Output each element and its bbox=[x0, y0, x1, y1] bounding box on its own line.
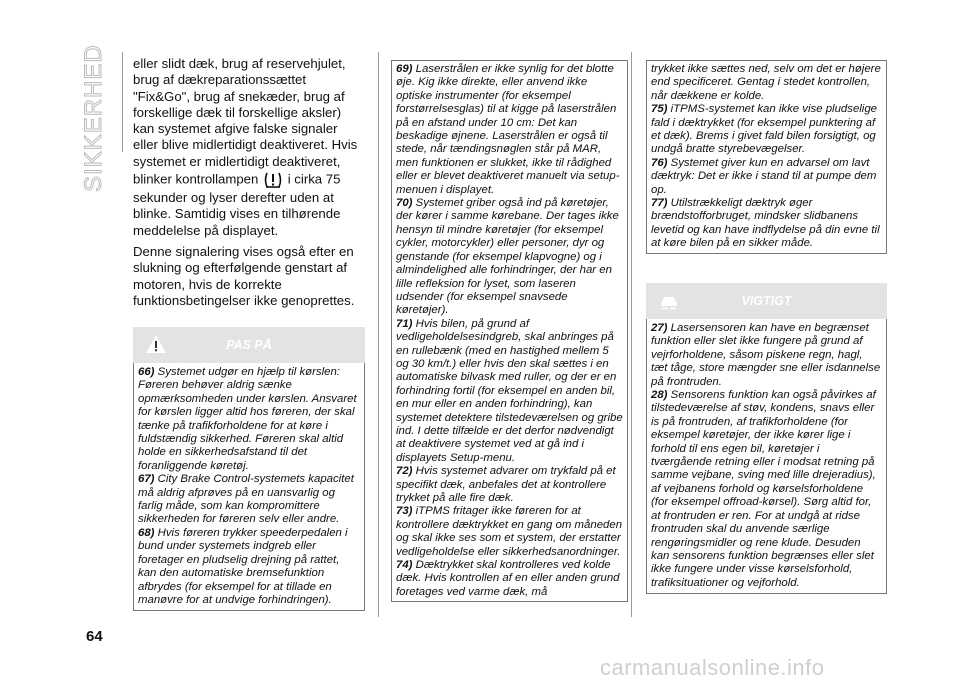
note-number: 75) bbox=[651, 103, 668, 116]
note-number: 28) bbox=[651, 389, 668, 402]
note-text: Lasersensoren kan have en begrænset funktion eller slet ikke fungere på grund af vejrforholdene, såsom piskene regn, hagl, tæt tåge, store mængder sne eller isdannelse på frontruden. bbox=[651, 322, 881, 388]
tire-pressure-warning-icon bbox=[262, 170, 284, 190]
notes-box bbox=[391, 60, 628, 602]
section-tab bbox=[80, 44, 108, 192]
note-text: Hvis bilen, på grund af vedligeholdelsesindgreb, skal anbringes på en rullebænk (med en hastighed mellem 5 og 30 km/t.) eller hvis den skal sættes i en automatiske bilvask med ruller, og der er en forhindring fortil (for eksempel en anden bil, en mur eller en anden forhindring), kan systemet detektere tilstedeværelsen og gribe ind. I dette tilfælde er det derfor nødvendigt at deaktivere systemet ved at gå ind i displayets Setup-menu. bbox=[396, 317, 623, 464]
note-item bbox=[396, 63, 623, 197]
note-number: 73) bbox=[396, 505, 413, 518]
note-text: Laserstrålen er ikke synlig for det blotte øje. Kig ikke direkte, eller anvend ikke optiske instrumenter (for eksempel forstørrelsesglas) til at kigge på laserstrålen på en afstand under 10 cm: Det kan beskadige øjnene. Laserstrålen er også til stede, når tændingsnøglen står på MAR, men funktionen er slukket, ikke til rådighed eller er blevet deaktiveret manuelt via setup-menuen i displayet. bbox=[396, 63, 620, 196]
important-header bbox=[646, 283, 887, 319]
warning-box bbox=[133, 327, 365, 611]
note-item bbox=[396, 318, 623, 465]
note-number: 27) bbox=[651, 322, 668, 334]
note-text: Hvis systemet advarer om trykfald på et specifikt dæk, anbefales det at kontrollere trykket på alle fire dæk. bbox=[396, 465, 616, 504]
body-text-column bbox=[133, 56, 365, 314]
note-continued: trykket ikke sættes ned, selv om det er højere end specificeret. Gentag i stedet kontrollen, når dækkene er kolde. bbox=[651, 63, 881, 102]
paragraph-text: i cirka 75 sekunder og lyser derefter uden at blinke. Samtidig vises en tilhørende meddelelse på displayet. bbox=[133, 171, 341, 238]
note-number: 66) bbox=[138, 366, 155, 378]
note-number: 77) bbox=[651, 197, 668, 210]
important-body bbox=[646, 319, 887, 594]
note-text: iTPMS-systemet kan ikke vise pludselige fald i dæktrykket (for eksempel punktering af et dæk). Brems i givet fald bilen forsigtigt, og undgå bratte styrebevægelser. bbox=[651, 103, 878, 156]
note-item bbox=[651, 197, 882, 251]
margin-rule bbox=[122, 52, 123, 152]
note-number: 72) bbox=[396, 465, 413, 478]
note-text: Systemet griber også ind på køretøjer, der kører i samme kørebane. Der tages ikke hensyn til mindre køretøjer (for eksempel cykler, motorcykler) eller personer, dyr og genstande (for eksempel klapvogne) og i almindelighed alle forhindringer, der har en lille refleksion for lyset, som laseren udsender (for eksempel snavsede køretøjer). bbox=[396, 197, 619, 317]
note-text: Sensorens funktion kan også påvirkes af tilstedeværelse af støv, kondens, snavs eller is på frontruden, af trafikforholdene (for eksempel køretøjer, der ikke kører lige i forhold til ens egen bil, køretøjer i tværgående retning eller i modsat retning på samme vejbane, sving med lille drejeradius), af vejbanens forhold og kørselsforholdene (for eksempel offroad-kørsel). Sørg altid for, at frontruden er ren. For at undgå at ridse frontruden skal du anvende særlige rengøringsmidler og rene klude. Desuden kan sensorens funktion begrænses eller slet ikke fungere under visse kørselsforhold, trafiksituationer og vejforhold. bbox=[651, 389, 876, 589]
footer-watermark: carmanualsonline.info bbox=[600, 655, 825, 680]
note-item bbox=[651, 103, 882, 157]
paragraph-text: eller slidt dæk, brug af reservehjulet, brug af dækreparationssættet "Fix&Go", brug af snekæder, brug af forskellige dæk til forskellige aksler) kan systemet afgive falske signaler eller blive midlertidigt deaktiveret. Hvis systemet er midlertidigt deaktiveret, blinker kontrollampen bbox=[133, 56, 358, 187]
note-item bbox=[138, 473, 360, 527]
warning-header bbox=[133, 327, 365, 363]
important-title: VIGTIGT bbox=[741, 294, 792, 308]
note-item bbox=[138, 366, 360, 473]
note-item bbox=[396, 197, 623, 318]
note-text: Utilstrækkeligt dæktryk øger brændstofforbruget, mindsker slidbanens levetid og kan have indflydelse på din evne til at køre bilen på en sikker måde. bbox=[651, 197, 880, 250]
note-number: 74) bbox=[396, 559, 413, 572]
section-tab-label: SIKKERHED bbox=[80, 44, 107, 192]
column-divider bbox=[378, 52, 379, 617]
note-number: 71) bbox=[396, 317, 413, 330]
note-text: Dæktrykket skal kontrolleres ved kolde dæk. Hvis kontrollen af en eller anden grund foretages ved varme dæk, må bbox=[396, 559, 620, 598]
note-text: iTPMS fritager ikke føreren for at kontrollere dæktrykket en gang om måneden og skal ikke ses som et system, der erstatter vedligeholdelse eller sikkerhedsanordninger. bbox=[396, 505, 623, 558]
note-item bbox=[651, 389, 882, 590]
note-text: Systemet giver kun en advarsel om lavt dæktryk: Det er ikke i stand til at pumpe dem op. bbox=[651, 156, 877, 196]
note-item bbox=[138, 527, 360, 607]
page-number: 64 bbox=[86, 628, 103, 645]
warning-title: PAS PÅ bbox=[226, 338, 272, 352]
note-number: 70) bbox=[396, 197, 413, 210]
important-box bbox=[646, 283, 887, 594]
note-number: 68) bbox=[138, 526, 155, 539]
note-item bbox=[651, 322, 882, 389]
note-text: Systemet udgør en hjælp til kørslen: Føreren behøver aldrig sænke opmærksomheden under kørslen. Ansvaret for kørslen ligger altid hos føreren, der skal tænke på trafikforholdene for at køre i fuldstændig sikkerhed. Føreren skal altid holde en sikkerhedsafstand til det foranliggende køretøj. bbox=[138, 366, 357, 472]
note-text: City Brake Control-systemets kapacitet må aldrig afprøves på en uansvarlig og farlig måde, som kan kompromittere sikkerheden for føreren selv eller andre. bbox=[138, 473, 354, 526]
note-number: 69) bbox=[396, 63, 413, 75]
column-divider bbox=[631, 52, 632, 617]
paragraph bbox=[133, 56, 365, 239]
note-item bbox=[396, 559, 623, 599]
notes-box bbox=[646, 60, 887, 254]
warning-body bbox=[133, 363, 365, 611]
note-number: 67) bbox=[138, 473, 155, 486]
paragraph: Denne signalering vises også efter en slukning og efterfølgende genstart af motoren, hvis de korrekte funktionsbetingelser ikke genoprettes. bbox=[133, 243, 355, 308]
note-item bbox=[396, 505, 623, 559]
note-number: 76) bbox=[651, 156, 668, 169]
note-item bbox=[651, 157, 882, 197]
note-item bbox=[396, 465, 623, 505]
note-text: Hvis føreren trykker speederpedalen i bund under systemets indgreb eller foretager en pludselig drejning på rattet, kan den automatiske bremsefunktion afbrydes (for eksempel for at tillade en manøvre for at undvige forhindringen). bbox=[138, 526, 348, 606]
